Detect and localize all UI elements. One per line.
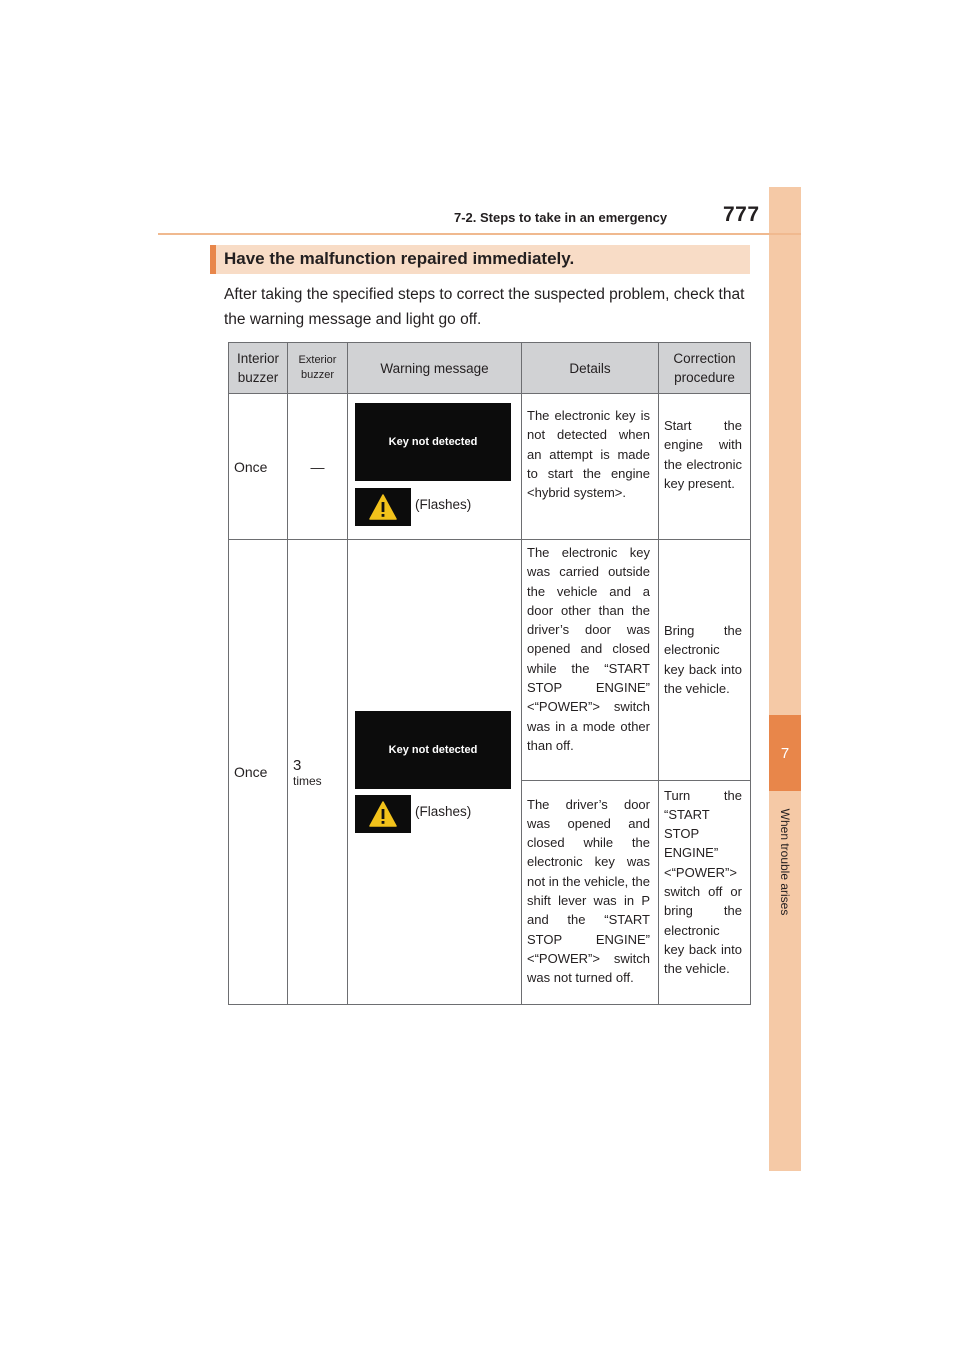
key-not-detected-screen: Key not detected: [355, 403, 511, 481]
row2-interior: Once: [229, 540, 288, 1005]
chapter-number: 7: [780, 744, 790, 762]
table-row: [229, 540, 751, 781]
section-title: Have the malfunction repaired immediately.: [224, 249, 575, 268]
row2b-correction: Turn the “START STOP ENGINE” <“POWER”> switch off or bring the electronic key back into the vehicle.: [659, 780, 751, 1004]
key-not-detected-screen: Key not detected: [355, 711, 511, 789]
row1-warning-graphic: [348, 394, 522, 540]
row2-exterior-unit: times: [293, 773, 322, 788]
title-accent: [210, 245, 216, 274]
row1-details: The electronic key is not detected when an attempt is made to start the engine <hybrid system>.: [522, 394, 659, 540]
section-header: 7-2. Steps to take in an emergency: [454, 210, 668, 225]
page-number: 777: [723, 203, 760, 226]
row2-exterior-count: 3: [293, 756, 302, 774]
chapter-label: When trouble arises: [778, 808, 792, 916]
row1-exterior: —: [288, 394, 348, 540]
row2-warning-graphic: [348, 540, 522, 1005]
row2b-details: The driver’s door was opened and closed while the electronic key was not in the vehicle, the shift lever was in P and the “START STOP ENGINE” <“POWER”> switch was not turned off.: [522, 780, 659, 1004]
side-tab-strip: [769, 187, 801, 1171]
table-header-row: [229, 343, 751, 394]
row2-exterior: [288, 540, 348, 1005]
header-interior-buzzer: Interior buzzer: [229, 343, 288, 394]
header-exterior-buzzer: Exterior buzzer: [288, 343, 348, 394]
warning-triangle-icon: [355, 488, 411, 526]
flashes-label: (Flashes): [415, 804, 472, 819]
header-details: Details: [522, 343, 659, 394]
row1-correction: Start the engine with the electronic key present.: [659, 394, 751, 540]
row2a-details: The electronic key was carried outside the vehicle and a door other than the driver’s door was opened and closed while the “START STOP ENGINE” <“POWER”> switch was in a mode other than off.: [522, 540, 659, 781]
intro-paragraph: After taking the specified steps to correct the suspected problem, check that the warning message and light go off.: [224, 286, 745, 328]
header-correction: Correction procedure: [659, 343, 751, 394]
warning-table: [228, 342, 751, 1005]
flashes-label: (Flashes): [415, 497, 472, 512]
row2a-correction: Bring the electronic key back into the vehicle.: [659, 540, 751, 781]
header-rule: [158, 233, 801, 235]
table-row: [229, 394, 751, 540]
warning-triangle-icon: [355, 795, 411, 833]
row1-interior: Once: [229, 394, 288, 540]
header-warning-message: Warning message: [348, 343, 522, 394]
